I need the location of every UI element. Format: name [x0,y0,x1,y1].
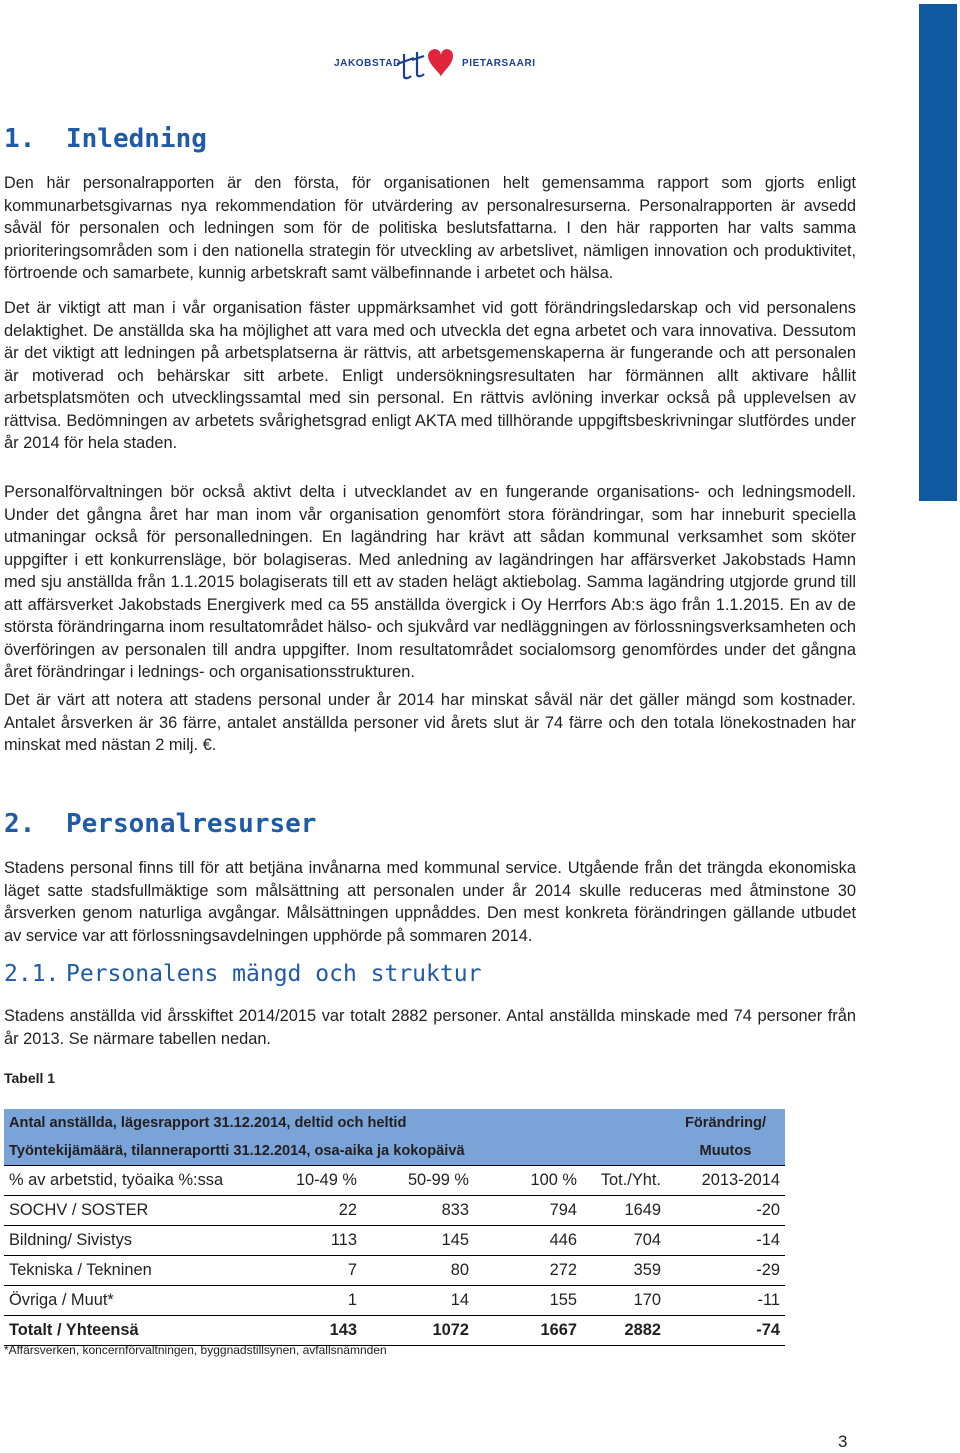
section1-title: Inledning [66,124,207,154]
table-cell: 7 [252,1256,362,1286]
table-cell: -74 [666,1316,785,1346]
section2-heading [4,809,316,839]
table-row [4,1226,785,1256]
table-cell: 80 [362,1256,474,1286]
logo-text-right: PIETARSAARI [462,58,536,69]
table-header-row-2 [4,1137,785,1166]
table-cell: 446 [474,1226,582,1256]
table-cell: 145 [362,1226,474,1256]
table-footnote: *Affärsverken, koncernförvaltningen, byggnadstillsynen, avfallsnämnden [4,1343,387,1357]
table-cell: SOCHV / SOSTER [4,1196,252,1226]
column-header: 2013-2014 [666,1166,785,1196]
section2-paragraph: Stadens personal finns till för att betjäna invånarna med kommunal service. Utgående från det trängda ekonomiska läget satte stadsfullmäktige som målsättning att personalen under år 2014 skulle reduceras med åtminstone 30 årsverken genom naturliga avgångar. Målsättningen uppnåddes. Den mest konkreta förändringen gällande utbudet av service var att förlossningsavdelningen upphörde på sommaren 2014. [4,859,856,945]
table-cell: 170 [582,1286,666,1316]
page-number: 3 [838,1432,848,1451]
table-cell: 794 [474,1196,582,1226]
section2-number: 2. [4,809,36,839]
table-cell: 1072 [362,1316,474,1346]
table-cell: 272 [474,1256,582,1286]
table-cell: 359 [582,1256,666,1286]
table-row [4,1196,785,1226]
column-header: 100 % [474,1166,582,1196]
table-header-change-fi: Muutos [666,1137,785,1166]
table-caption: Tabell 1 [4,1070,56,1086]
table-cell: 155 [474,1286,582,1316]
table-cell: -11 [666,1286,785,1316]
table-cell: -14 [666,1226,785,1256]
section21-paragraph: Stadens anställda vid årsskiftet 2014/2015 var totalt 2882 personer. Antal anställda minskade med 74 personer från år 2013. Se närmare tabellen nedan. [4,1007,856,1048]
table-cell: Bildning/ Sivistys [4,1226,252,1256]
table-cell: Tekniska / Tekninen [4,1256,252,1286]
table-cell: 143 [252,1316,362,1346]
table-cell: 704 [582,1226,666,1256]
table-cell: -29 [666,1256,785,1286]
section1-paragraph-3: Personalförvaltningen bör också aktivt delta i utvecklandet av en fungerande organisations- och ledningsmodell. Under det gångna året har man inom vår organisation genomfört stora förändringar, som har inneburit speciella utmaningar också för personalledningen. En lagändring har krävt att sådan kommunal verksamhet som sköter uppgifter i ett konkurrensläge, bör bolagiseras. Med anledning av lagändringen har affärsverket Jakobstads Hamn med sju anställda från 1.1.2015 bolagiserats till ett av staden helägt aktiebolag. Samma lagändring utgjorde grund till att affärsverket Jakobstads Energiverk med ca 55 anställda övergick i Oy Herrfors Ab:s ägo från 1.1.2015. En av de största förändringarna inom resultatområdet hälso- och sjukvård var nedläggningen av förlossningsverksamheten och överföringen av personalen till andra uppgifter. Inom resultatområdet socialomsorg genomfördes under det gångna året förändringar i lednings- och organisationsstrukturen. [4,483,856,681]
table-row [4,1286,785,1316]
section21-heading [4,961,481,987]
table-cell: 1649 [582,1196,666,1226]
city-logo [332,44,536,84]
table-header-title-fi: Työntekijämäärä, tilanneraportti 31.12.2014, osa-aika ja kokopäivä [4,1137,666,1166]
logo-text-left: JAKOBSTAD [334,58,401,69]
table-header-change-sv: Förändring/ [666,1109,785,1137]
table-column-headers [4,1166,785,1196]
table-cell: -20 [666,1196,785,1226]
column-header: 50-99 % [362,1166,474,1196]
column-header: % av arbetstid, työaika %:ssa [4,1166,252,1196]
table-cell: 113 [252,1226,362,1256]
table-cell: 14 [362,1286,474,1316]
table-cell: 833 [362,1196,474,1226]
section1-paragraph-4: Det är värt att notera att stadens personal under år 2014 har minskat såväl när det gäller mängd som kostnader. Antalet årsverken är 36 färre, antalet anställda personer vid årets slut är 74 färre och den totala lönekostnaden har minskat med nästan 2 milj. €. [4,691,856,754]
table-cell: Totalt / Yhteensä [4,1316,252,1346]
logo-mark: tt [394,44,395,45]
table-cell: 22 [252,1196,362,1226]
table-cell: 1667 [474,1316,582,1346]
side-accent-bar [919,4,957,501]
table-cell: 1 [252,1286,362,1316]
staff-table [4,1109,785,1346]
table-row [4,1256,785,1286]
column-header: 10-49 % [252,1166,362,1196]
section21-number: 2.1. [4,961,60,987]
table-total-row [4,1316,785,1346]
table-cell: Övriga / Muut* [4,1286,252,1316]
section2-title: Personalresurser [66,809,317,839]
heart-logo-icon [394,44,456,84]
column-header: Tot./Yht. [582,1166,666,1196]
table-header-title-sv: Antal anställda, lägesrapport 31.12.2014, deltid och heltid [4,1109,666,1137]
section1-number: 1. [4,124,36,154]
section1-heading [4,124,207,154]
table-cell: 2882 [582,1316,666,1346]
table-header-row-1 [4,1109,785,1137]
section1-paragraph-1: Den här personalrapporten är den första, för organisationen helt gemensamma rapport som gjorts enligt kommunarbetsgivarnas nya rekommendation för utvärdering av personalresurserna. Personalrapporten är avsedd såväl för personalen och ledningen som för de politiska beslutsfattarna. I den här rapporten har valts samma prioriteringsområden som i den nationella strategin för utveckling av arbetslivet, nämligen innovation och produktivitet, förtroende och samarbete, kunnig arbetskraft samt välbefinnande i arbetet och hälsa. [4,174,856,282]
section1-paragraph-2: Det är viktigt att man i vår organisation fäster uppmärksamhet vid gott förändringsledarskap och vid personalens delaktighet. De anställda ska ha möjlighet att vara med och utveckla det egna arbetet och vara innovativa. Dessutom är det viktigt att ledningen på arbetsplatserna är rättvis, att arbetsgemenskaperna är fungerande och att personalen är motiverad och behärskar sitt arbete. Enligt undersökningsresultaten har förmännen allt aktivare hållit arbetsplatsmöten och utvecklingssamtal med sin personal. En rättvis avlöning inverkar också på upplevelsen av rättvisa. Bedömningen av arbetets svårighetsgrad enligt AKTA med tillhörande uppgiftsbeskrivningar slutfördes under år 2014 för hela staden. [4,299,856,452]
section21-title: Personalens mängd och struktur [66,961,482,987]
